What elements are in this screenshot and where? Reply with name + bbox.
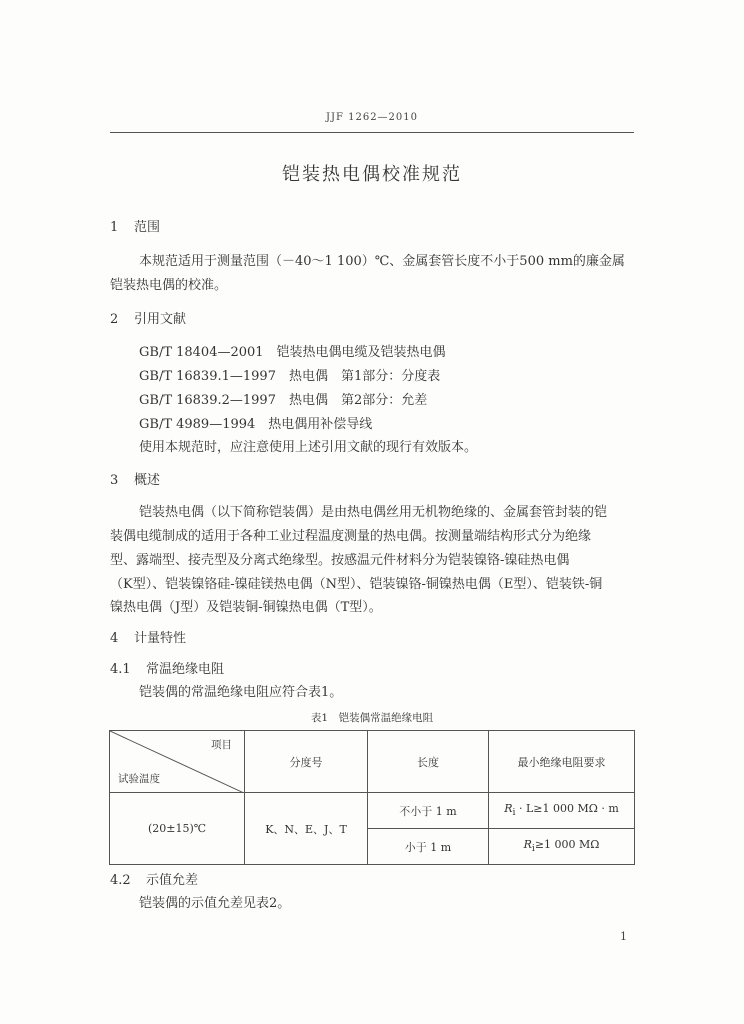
section-4-1-text: 铠装偶的常温绝缘电阻应符合表1。: [139, 685, 343, 700]
header-divider: [110, 132, 634, 133]
table-corner-header: [110, 731, 245, 793]
reference-3: GB/T 16839.2—1997 热电偶 第2部分：允差: [139, 393, 428, 408]
col-header-length: 长度: [368, 731, 489, 793]
document-title: 铠装热电偶校准规范: [282, 164, 462, 185]
section-3-line-3: 型、露端型、接壳型及分离式绝缘型。按感温元件材料分为铠装镍铬-镍硅热电偶: [110, 553, 570, 568]
section-3-line-4: （K型）、铠装镍铬硅-镍硅镁热电偶（N型）、铠装镍铬-铜镍热电偶（E型）、铠装铁-铜: [110, 577, 603, 592]
table-1-caption: 表1 铠装偶常温绝缘电阻: [310, 712, 434, 724]
cell-test-temperature: (20±15)℃: [110, 793, 245, 865]
cell-resistance-row-1: [489, 793, 635, 829]
section-4-1-number: 4.1: [110, 662, 131, 677]
insulation-resistance-table: [109, 730, 635, 865]
cell-length-row-2: 小于 1 m: [368, 829, 489, 865]
section-3-line-5: 镍热电偶（J型）及铠装铜-铜镍热电偶（T型）。: [110, 600, 382, 615]
resistance-subscript: i: [512, 807, 516, 819]
section-4-number: 4: [110, 631, 119, 646]
section-1-line-1: 本规范适用于测量范围（－40～1 100）℃、金属套管长度不小于500 mm的廉金属: [139, 254, 625, 269]
corner-temp-label: 试验温度: [118, 773, 160, 785]
section-2-title: 引用文献: [134, 312, 187, 327]
section-3-title: 概述: [134, 473, 161, 488]
section-4-title: 计量特性: [134, 631, 187, 646]
section-4-1-title: 常温绝缘电阻: [146, 662, 225, 677]
section-1-line-2: 铠装热电偶的校准。: [110, 278, 228, 293]
standard-code: JJF 1262—2010: [325, 112, 419, 123]
section-2-number: 2: [110, 312, 119, 327]
reference-2: GB/T 16839.1—1997 热电偶 第1部分：分度表: [139, 369, 441, 384]
corner-item-label: 项目: [211, 739, 232, 751]
resistance-subscript: i: [531, 843, 535, 855]
section-3-number: 3: [110, 473, 119, 488]
resistance-requirement: ≥1 000 MΩ: [534, 838, 600, 852]
resistance-requirement: · L≥1 000 MΩ · m: [515, 802, 619, 816]
section-4-2-number: 4.2: [110, 873, 131, 888]
section-1-title: 范围: [134, 220, 161, 235]
reference-1: GB/T 18404—2001 铠装热电偶电缆及铠装热电偶: [139, 345, 446, 360]
section-3-line-2: 装偶电缆制成的适用于各种工业过程温度测量的热电偶。按测量端结构形式分为绝缘: [110, 529, 592, 544]
cell-resistance-row-2: [489, 829, 635, 865]
reference-4: GB/T 4989—1994 热电偶用补偿导线: [139, 417, 373, 432]
col-header-min-resistance: 最小绝缘电阻要求: [489, 731, 635, 793]
reference-note: 使用本规范时，应注意使用上述引用文献的现行有效版本。: [139, 440, 478, 455]
section-4-2-title: 示值允差: [146, 873, 199, 888]
section-3-line-1: 铠装热电偶（以下简称铠装偶）是由热电偶丝用无机物绝缘的、金属套管封装的铠: [139, 505, 608, 520]
resistance-symbol: R: [504, 802, 513, 816]
col-header-type: 分度号: [245, 731, 368, 793]
section-4-2-text: 铠装偶的示值允差见表2。: [139, 896, 291, 911]
section-1-number: 1: [110, 220, 119, 235]
cell-length-row-1: 不小于 1 m: [368, 793, 489, 829]
page-number: 1: [620, 930, 627, 943]
resistance-symbol: R: [523, 838, 532, 852]
cell-thermocouple-types: K、N、E、J、T: [245, 793, 368, 865]
